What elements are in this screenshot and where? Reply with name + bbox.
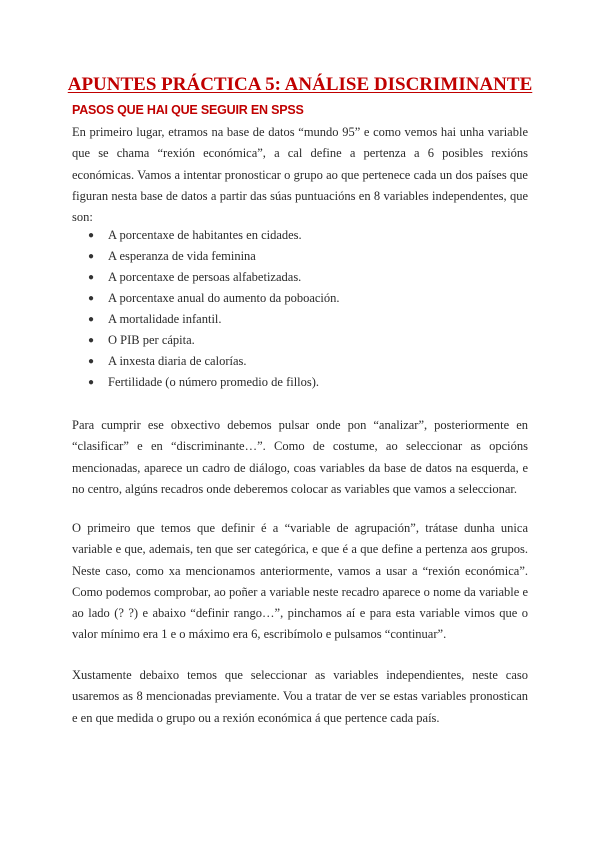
paragraph-grouping: O primeiro que temos que definir é a “variable de agrupación”, trátase dunha unica variable e que, ademais, ten que ser categórica, e que é a que define a pertenza aos grupos. Neste caso, como xa mencionamos anteriormente, vamos a usar a “rexión económica”. Como podemos comprobar, ao poñer a variable neste recadro aparece o nome da variable e ao lado (? ?) e abaixo “definir rango…”, pinchamos aí e para esta variable vimos que o valor mínimo era 1 e o máximo era 6, escribímolo e pulsamos “continuar”. (72, 521, 528, 642)
bullet-icon: ● (88, 251, 95, 262)
bullet-icon: ● (88, 314, 95, 325)
document-title: APUNTES PRÁCTICA 5: ANÁLISE DISCRIMINANTE (67, 74, 533, 95)
list-item-text: A esperanza de vida feminina (108, 249, 256, 263)
list-item-text: A porcentaxe anual do aumento da poboación. (108, 291, 340, 305)
section-heading: PASOS QUE HAI QUE SEGUIR EN SPSS (72, 103, 304, 117)
paragraph-analyze: Para cumprir ese obxectivo debemos pulsar onde pon “analizar”, posteriormente en “clasificar” e en “discriminante…”. Como de costume, ao seleccionar as opcións mencionadas, aparece un cadro de diálogo, coas variables da base de datos na esquerda, e no centro, algúns recadros onde deberemos colocar as variables que vamos a seleccionar. (72, 418, 528, 496)
list-item-text: O PIB per cápita. (108, 333, 195, 347)
list-item (72, 309, 528, 330)
list-item-text: Fertilidade (o número promedio de fillos). (108, 375, 320, 389)
bullet-icon: ● (88, 230, 95, 241)
list-item (72, 351, 528, 372)
list-item-text: A porcentaxe de persoas alfabetizadas. (108, 270, 302, 284)
list-item-text: A porcentaxe de habitantes en cidades. (108, 228, 302, 242)
bullet-icon: ● (88, 293, 95, 304)
list-item-text: A mortalidade infantil. (108, 312, 222, 326)
paragraph-independent: Xustamente debaixo temos que seleccionar as variables independientes, neste caso usaremos as 8 mencionadas previamente. Vou a tratar de ver se estas variables pronostican e en que medida o grupo ou a rexión económica á que pertence cada país. (72, 668, 528, 725)
bullet-icon: ● (88, 272, 95, 283)
bullet-icon: ● (88, 356, 95, 367)
list-item (72, 246, 528, 267)
bullet-icon: ● (88, 377, 95, 388)
list-item (72, 372, 528, 393)
list-item (72, 225, 528, 246)
list-item (72, 288, 528, 309)
list-item (72, 267, 528, 288)
list-item-text: A inxesta diaria de calorías. (108, 354, 247, 368)
list-item (72, 330, 528, 351)
variables-list (72, 225, 528, 393)
bullet-icon: ● (88, 335, 95, 346)
paragraph-intro: En primeiro lugar, etramos na base de datos “mundo 95” e como vemos hai unha variable que se chama “rexión económica”, a cal define a pertenza a 6 posibles rexións económicas. Vamos a intentar pronosticar o grupo ao que pertenece cada un dos países que figuran nesta base de datos a partir das súas puntuacións en 8 variables independentes, que son: (72, 125, 528, 225)
